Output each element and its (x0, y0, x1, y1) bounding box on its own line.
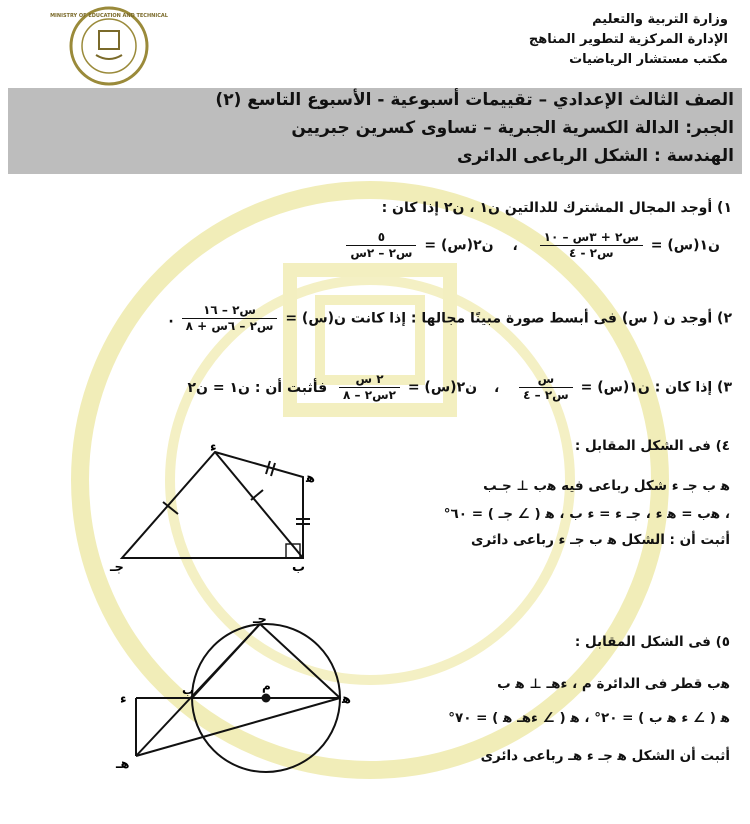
q1-f2-fraction (346, 230, 416, 261)
q5-figure (112, 610, 352, 776)
q4-label-b: ب (292, 560, 306, 575)
q3-text: ٣) إذا كان : ن١(س) = (580, 379, 732, 396)
q1-separator: ، (512, 237, 518, 254)
band-title-geometry: الهندسة : الشكل الرباعى الدائرى (456, 146, 734, 166)
question-5-line2: ﻫ ( ∠ ء ﻫ ب ) = ٢٠° ، ﻫ ( ∠ ءهـ ﻫ ) = ٧٠° (448, 710, 730, 726)
band-title-grade: الصف الثالث الإعدادي – تقييمات أسبوعية - الأسبوع التاسع (٢) (215, 90, 734, 110)
question-5-line3: أثبت أن الشكل ﻫ جـ ء هـ رباعى دائرى (480, 748, 730, 764)
question-4-line2: ، ﻫب = ﻫ ء ، جـ ء = ء ب ، ﻫ ( ∠ جـ ) = ٦٠° (443, 506, 730, 522)
question-3 (188, 372, 733, 403)
q4-figure (108, 442, 328, 574)
ministry-name: وزارة التربية والتعليم (592, 12, 728, 27)
q3-f2-lhs: ن٢(س) = (407, 379, 478, 396)
q3-separator: ، (493, 379, 500, 396)
q2-text: ٢) أوجد ن ( س) فى أبسط صورة مبينًا مجالها : إذا كانت ن(س) = (285, 310, 732, 327)
logo-text: MINISTRY OF EDUCATION AND TECHNICAL (50, 13, 168, 19)
ministry-logo (50, 5, 168, 87)
q1-f1-fraction (540, 230, 643, 261)
q3-f2-fraction (339, 372, 400, 403)
q3-tail: فأثبت أن : ن١ = ن٢ (187, 379, 328, 396)
q4-label-a: ﻫ (306, 471, 316, 486)
q4-label-d: ء (210, 440, 217, 455)
q1-f1-lhs: ن١(س) = (650, 237, 720, 254)
q1-f1-denominator: س٢ - ٤ (569, 246, 614, 260)
q5-center-dot (262, 694, 271, 703)
q3-f2-denominator: ٢س٢ – ٨ (343, 388, 396, 402)
q1-f1-numerator: س٢ + ٣س – ١٠ (540, 230, 643, 246)
question-4-line3: أثبت أن : الشكل ﻫ ب جـ ء رباعى دائرى (470, 532, 730, 548)
q3-f1-fraction (519, 372, 573, 403)
q5-label-c: جـ (253, 612, 267, 627)
question-2 (168, 303, 732, 334)
q2-denominator: س٢ – ٦س + ٨ (185, 319, 274, 333)
q1-f2-lhs: ن٢(س) = (424, 237, 494, 254)
q2-end: . (168, 310, 174, 327)
ministry-header (529, 10, 728, 70)
q3-f1-denominator: س٢ – ٤ (523, 388, 569, 402)
question-4-title: ٤) فى الشكل المقابل : (574, 438, 730, 454)
q5-label-a: ﻫ (342, 692, 352, 707)
q2-fraction (182, 303, 278, 334)
q4-label-c: جـ (110, 560, 124, 575)
band-title-algebra: الجبر: الدالة الكسرية الجبرية – تساوى كسرين جبريين (291, 118, 734, 138)
q5-label-b: ب (182, 683, 195, 697)
question-4-line1: ﻫ ب جـ ء شكل رباعى فيه ﻫب ⊥ جـب (483, 478, 730, 494)
office-name: مكتب مستشار الرياضيات (569, 52, 728, 67)
q3-f2-numerator: ٢ س (339, 372, 400, 388)
q5-label-h: هـ (116, 757, 130, 772)
q1-equations (343, 230, 720, 261)
question-1: ١) أوجد المجال المشترك للدالتين ن١ ، ن٢ إذا كان : (381, 200, 732, 216)
department-name: الإدارة المركزية لتطوير المناهج (528, 32, 728, 47)
q2-numerator: س٢ – ١٦ (182, 303, 278, 319)
q1-f2-denominator: س٢ – ٢س (350, 246, 413, 260)
question-5-line1: ﻫب قطر فى الدائرة م ، ءهـ ⊥ ﻫ ب (497, 676, 730, 692)
question-5-title: ٥) فى الشكل المقابل : (574, 634, 730, 650)
q5-label-d: ء (120, 692, 127, 707)
q3-f1-numerator: س (519, 372, 573, 388)
q5-label-m: م (262, 679, 271, 693)
q1-f2-numerator: ٥ (346, 230, 416, 246)
